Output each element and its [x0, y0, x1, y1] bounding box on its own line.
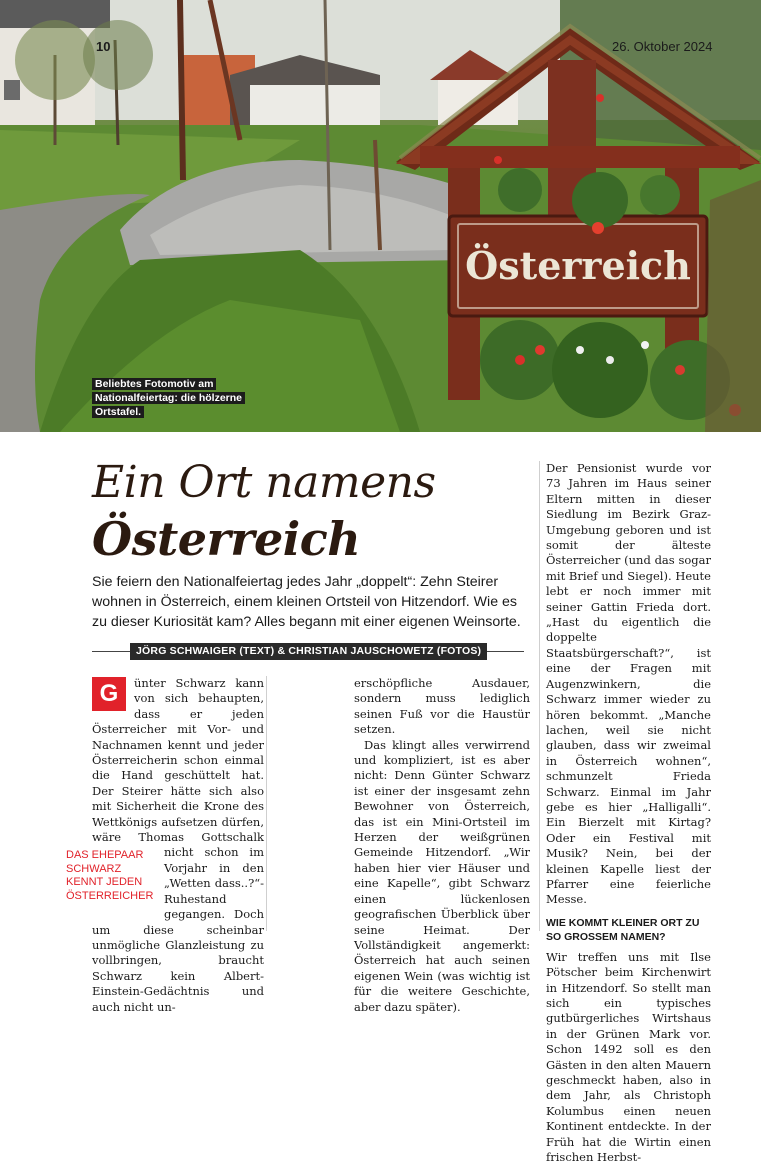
lead-paragraph: Sie feiern den Nationalfeiertag jedes Jahr „doppelt“: Zehn Steirer wohnen in Österreich, einem kleinen Ortsteil von Hitzendorf. Wie es zu dieser Kuriosität kam? Alles begann mit einer eigenen Weinsorte. — [92, 574, 521, 630]
photo-caption-text: Beliebtes Fotomotiv am Nationalfeiertag: die hölzerne Ortstafel. — [92, 378, 245, 418]
headline-line1: Ein Ort namens — [92, 457, 436, 508]
headline-line2: Österreich — [92, 512, 361, 566]
page-number: 10 — [96, 39, 111, 54]
article-column-2 — [354, 676, 530, 1015]
column3-subhead: WIE KOMMT KLEINER ORT ZU SO GROSSEM NAMEN? — [546, 916, 700, 943]
column2-paragraph-1: erschöpfliche Ausdauer, sondern muss lediglich seinen Fuß vor die Haustür setzen. — [354, 676, 530, 737]
article-column-1 — [66, 676, 264, 1015]
column3-paragraph-2: Wir treffen uns mit Ilse Pötscher beim Kirchenwirt in Hitzendorf. So stellt man sich ein typisches gutbürgerliches Wirtshaus in der Grünen Mark vor. Schon 1492 soll es den Gästen in den alten Mauern geschmeckt haben, also in dem Jahr, als Christoph Kolumbus einen neuen Kontinent entdeckte. In der Früh hat die Wirtin einen frischen Herbst- — [546, 949, 711, 1165]
column-separator — [539, 461, 540, 931]
pull-quote: DAS EHEPAAR SCHWARZ KENNT JEDEN ÖSTERREICHER — [66, 849, 154, 902]
column2-paragraph-2: Das klingt alles verwirrend und kompliziert, ist es aber nicht: Denn Günter Schwarz ist einer der insgesamt zehn Bewohner von Österreich, das ist ein Mini-Ortsteil im Herzen der weißgrünen Gemeinde Hitzendorf. „Wir haben hier vier Häuser und eine Kapelle“, gibt Schwarz einen lückenlosen geografischen Überblick über seine Heimat. Der Vollständigkeit angemerkt: Österreich hat auch seinen eigenen Wein (was wichtig ist für die weitere Geschichte, aber dazu später). — [354, 737, 530, 1014]
column3-paragraph-1: Der Pensionist wurde vor 73 Jahren im Haus seiner Eltern mitten in dieser Siedlung im Bezirk Graz-Umgebung geboren und ist somit der älteste Österreicher (und das sogar mit Brief und Siegel). Heute lebt er noch immer mit seiner Gattin Frieda dort. „Hast du eigentlich die doppelte Staatsbürgerschaft?“, ist eine der Fragen mit Augenzwinkern, die Schwarz immer wieder zu hören bekommt. „Manche lachen, weil sie nicht glauben, dass wir zweimal in Österreich wohnen“, schmunzelt Frieda Schwarz. Einmal im Jahr gebe es hier „Halligalli“. Ein Bierzelt mit Kirtag? Oder ein Festival mit Musik? Nein, bei der kleinen Kapelle liest der Pfarrer eine feierliche Messe. — [546, 461, 711, 907]
drop-cap: G — [92, 677, 126, 711]
issue-date: 26. Oktober 2024 — [612, 39, 713, 54]
column1-paragraph — [66, 676, 264, 1015]
hero-photo-illustration — [0, 0, 761, 432]
photo-caption — [92, 377, 268, 419]
column-separator — [266, 676, 267, 931]
hero-photo — [0, 0, 761, 432]
byline: JÖRG SCHWAIGER (TEXT) & CHRISTIAN JAUSCHOWETZ (FOTOS) — [130, 643, 487, 660]
article-column-3 — [546, 461, 711, 1165]
column1-text-a: ünter Schwarz kann von sich behaupten, dass er jeden Österreicher mit Vor- und Nachnamen kennt und jeder Österreicherin schon einmal die Hand geschüttelt hat. Der Steirer hätte sich also mit Sicherheit die Krone des Wettkönigs aufsetzen dürfen, wäre Thomas Gottschalk — [92, 676, 264, 845]
sign-text: Österreich — [465, 243, 691, 288]
column1-text-b: nicht schon im Vorjahr in den „Wetten dass..?“-Ruhestand gegangen. Doch um diese scheinbar unmögliche Glanzleistung zu vollbringen, braucht Schwarz kein Albert-Einstein-Gedächtnis und auch nicht un- — [92, 845, 264, 1014]
headline — [92, 455, 522, 567]
